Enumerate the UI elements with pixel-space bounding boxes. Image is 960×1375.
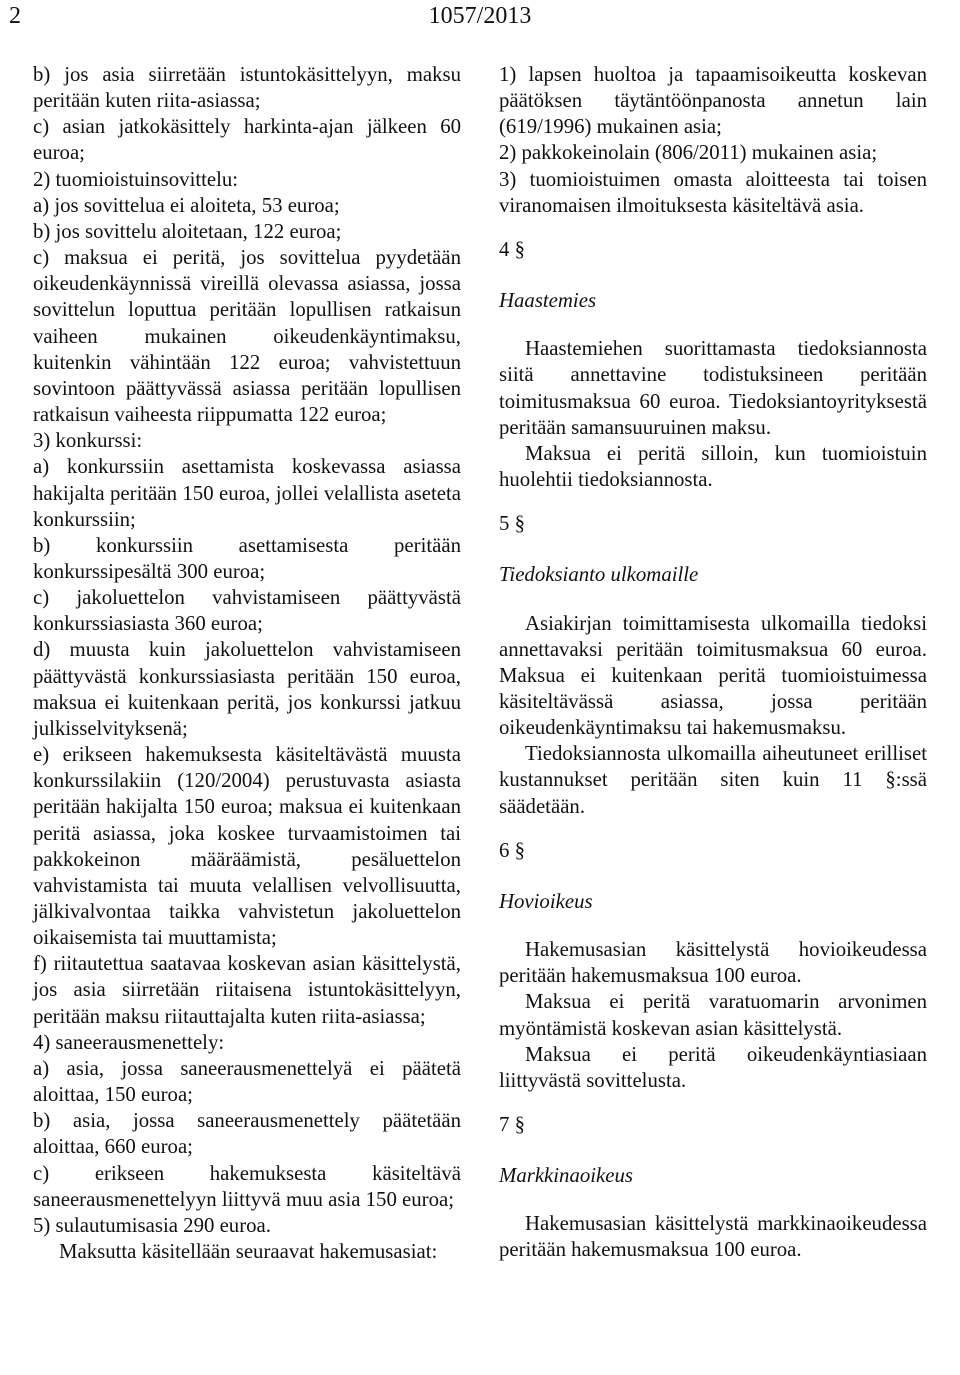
- paragraph: 2) tuomioistuinsovittelu:: [33, 167, 239, 191]
- paragraph: a) asia, jossa saneerausmenettelyä ei päätetä aloittaa, 150 euroa;: [33, 1056, 461, 1107]
- paragraph: Maksua ei peritä varatuomarin arvonimen myöntämistä koskevan asian käsittelystä.: [499, 990, 927, 1040]
- paragraph: b) jos sovittelu aloitetaan, 122 euroa;: [33, 219, 342, 243]
- paragraph: f) riitautettua saatavaa koskevan asian käsittelystä, jos asia siirretään riitaisena istuntokäsittelyyn, peritään maksu riitauttajalta kuten riita-asiassa;: [33, 952, 461, 1028]
- paragraph: a) jos sovittelua ei aloiteta, 53 euroa;: [33, 193, 340, 217]
- paragraph: Maksutta käsitellään seuraavat hakemusasiat:: [59, 1240, 438, 1264]
- paragraph: Tiedoksiannosta ulkomailla aiheutuneet erilliset kustannukset peritään siten kuin 11 §:ssä säädetään.: [499, 742, 927, 818]
- paragraph: b) asia, jossa saneerausmenettely päätetään aloittaa, 660 euroa;: [33, 1109, 461, 1159]
- section-number: 7 §: [499, 1113, 525, 1136]
- paragraph: 3) konkurssi:: [33, 429, 143, 453]
- paragraph: Maksua ei peritä silloin, kun tuomioistuin huolehtii tiedoksiannosta.: [499, 441, 927, 492]
- paragraph: 3) tuomioistuimen omasta aloitteesta tai toisen viranomaisen ilmoituksesta käsiteltävä asia.: [499, 167, 927, 217]
- paragraph: Haastemiehen suorittamasta tiedoksiannosta siitä annettavine todistuksineen peritään toimitusmaksua 60 euroa. Tiedoksiantoyrityksestä peritään samansuuruinen maksu.: [499, 337, 927, 439]
- paragraph: Hakemusasian käsittelystä markkinaoikeudessa peritään hakemusmaksua 100 euroa.: [499, 1212, 927, 1262]
- paragraph: b) konkurssiin asettamisesta peritään konkurssipesältä 300 euroa;: [33, 533, 461, 583]
- paragraph: 2) pakkokeinolain (806/2011) mukainen asia;: [499, 141, 878, 165]
- section-number: 4 §: [499, 237, 525, 261]
- section-title: Haastemies: [499, 289, 597, 313]
- paragraph: c) maksua ei peritä, jos sovittelua pyydetään oikeudenkäynnissä vireillä olevassa asiassa, jossa sovittelun loputtua peritään lopullisen ratkaisun vaiheen mukainen oikeudenkäyntimaksu, kuitenkin vähintään 122 euroa; vahvistettuun sovintoon päättyvässä asiassa peritään lopullisen ratkaisun vaiheesta riippumatta 122 euroa;: [33, 246, 461, 427]
- paragraph: c) asian jatkokäsittely harkinta-ajan jälkeen 60 euroa;: [33, 115, 461, 165]
- document-number: 1057/2013: [428, 3, 532, 29]
- right-column: [499, 62, 927, 1264]
- section-title: Hovioikeus: [499, 889, 593, 913]
- paragraph: Asiakirjan toimittamisesta ulkomailla tiedoksi annettavaksi peritään toimitusmaksua 60 euroa. Maksua ei kuitenkaan peritä tuomioistuimessa käsiteltävässä asiassa, jossa peritään oikeudenkäyntimaksu tai hakemusmaksu.: [499, 611, 927, 740]
- paragraph: 5) sulautumisasia 290 euroa.: [33, 1213, 271, 1237]
- paragraph: a) konkurssiin asettamista koskevassa asiassa hakijalta peritään 150 euroa, jollei velallista aseteta konkurssiin;: [33, 455, 461, 531]
- section-title: Tiedoksianto ulkomaille: [499, 563, 699, 587]
- section-number: 6 §: [499, 838, 525, 862]
- paragraph: d) muusta kuin jakoluettelon vahvistamiseen päättyvästä konkurssiasiasta peritään 150 euroa, maksua ei kuitenkaan peritä, jos konkurssi jatkuu julkisselvityksenä;: [33, 638, 461, 740]
- paragraph: c) jakoluettelon vahvistamiseen päättyvästä konkurssiasiasta 360 euroa;: [33, 586, 461, 636]
- paragraph: 4) saneerausmenettely:: [33, 1030, 225, 1054]
- page-number: 2: [9, 3, 21, 29]
- paragraph: Maksua ei peritä oikeudenkäyntiasiaan liittyvästä sovittelusta.: [499, 1042, 927, 1092]
- paragraph: Hakemusasian käsittelystä hovioikeudessa peritään hakemusmaksua 100 euroa.: [499, 938, 927, 988]
- paragraph: c) erikseen hakemuksesta käsiteltävä saneerausmenettelyyn liittyvä muu asia 150 euroa;: [33, 1161, 461, 1211]
- section-number: 5 §: [499, 512, 525, 536]
- paragraph: 1) lapsen huoltoa ja tapaamisoikeutta koskevan päätöksen täytäntöönpanosta annetun lain (619/1996) mukainen asia;: [499, 63, 927, 139]
- paragraph: e) erikseen hakemuksesta käsiteltävästä muusta konkurssilakiin (120/2004) perustuvasta asiasta peritään hakijalta 150 euroa; maksua ei kuitenkaan peritä asiassa, joka koskee turvaamistoimen tai pakkokeinon määräämistä, pesäluettelon vahvistamista tai muuta velallisen velvollisuutta, jälkivalvontaa taikka vahvistetun jakoluettelon oikaisemista tai muuttamista;: [33, 743, 461, 950]
- paragraph: b) jos asia siirretään istuntokäsittelyyn, maksu peritään kuten riita-asiassa;: [33, 63, 461, 113]
- section-title: Markkinaoikeus: [499, 1164, 633, 1188]
- left-column: [33, 62, 461, 1265]
